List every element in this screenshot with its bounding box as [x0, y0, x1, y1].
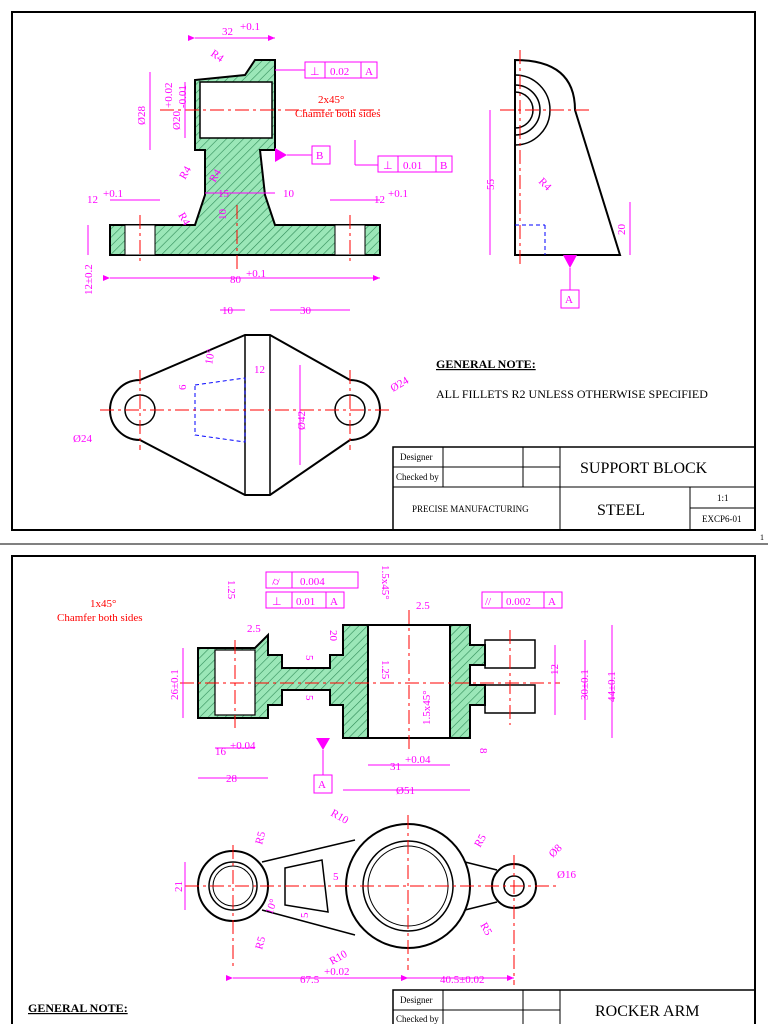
dim2-r5b: R5 — [253, 935, 269, 951]
dim-10-vert: 10 — [217, 209, 229, 220]
sheet2-datum-a — [314, 738, 332, 793]
tb2-checked-by: Checked by — [396, 1014, 439, 1024]
dim-12-right: 12 — [374, 194, 385, 206]
tb1-scale: 1:1 — [717, 493, 729, 503]
dim2-1-5x45b: 1.5x45° — [421, 690, 433, 725]
dim2-5c: 5 — [333, 871, 339, 883]
sheet2-front-section-view — [57, 565, 618, 797]
tb1-company: PRECISE MANUFACTURING — [412, 504, 529, 514]
dim2-1-25a: 1.25 — [225, 580, 237, 600]
dim-15: 15 — [218, 188, 229, 200]
dim2-r5c: R5 — [472, 832, 490, 850]
dim2-44: 44±0.1 — [606, 671, 618, 702]
dim2-5a: 5 — [303, 655, 315, 661]
dim-top-d24-right: Ø24 — [388, 374, 411, 395]
dim2-5b: 5 — [303, 695, 315, 701]
fcf2-3-value: 0.002 — [506, 596, 531, 608]
dim2-30: 30±0.1 — [579, 669, 591, 700]
note-chamfer: Chamfer both sides — [295, 108, 381, 120]
note2-chamfer: Chamfer both sides — [57, 612, 143, 624]
tol-d20-b: -0.01 — [177, 85, 189, 108]
dim2-d16: Ø16 — [557, 869, 576, 881]
tb2-designer: Designer — [400, 995, 433, 1005]
dim2-40-5: 40.5±0.02 — [440, 974, 485, 986]
fcf2-2-symbol: ⊥ — [272, 596, 282, 608]
sheet1-fcf-perpendicularity-2 — [355, 140, 452, 172]
dim2-67-5: 67.5 — [300, 974, 320, 986]
dim2-r10a: R10 — [328, 807, 351, 827]
tol-d20-a: +0.02 — [163, 82, 175, 108]
tb1-drawing-no: EXCP6-01 — [702, 514, 742, 524]
tol-12-right: +0.1 — [388, 188, 408, 200]
tb2-title: ROCKER ARM — [595, 1003, 700, 1020]
fcf2-2-value: 0.01 — [296, 596, 316, 608]
dim-r4-mid2: R4 — [207, 167, 225, 185]
dim-d20: Ø20 — [171, 111, 183, 130]
dim2-2-5a: 2.5 — [247, 623, 261, 635]
datum-a-label: A — [565, 294, 573, 306]
tol-80: +0.1 — [246, 268, 266, 280]
dim-d28: Ø28 — [136, 106, 148, 125]
dim2-r5d: R5 — [477, 920, 495, 938]
dim2-chamfer1: 1x45° — [90, 598, 117, 610]
fcf2-2-datum: A — [330, 596, 338, 608]
dim2-r5a: R5 — [253, 830, 269, 846]
fcf2-value: 0.01 — [403, 160, 423, 172]
dim2-1-25b: 1.25 — [379, 660, 391, 680]
dim-top-6: 6 — [177, 384, 189, 390]
tb1-checked-by: Checked by — [396, 472, 439, 482]
dim-top-30: 30 — [300, 305, 311, 317]
dim-chamfer: 2x45° — [318, 94, 345, 106]
fcf2-datum: B — [440, 160, 448, 172]
sheet2-fcf-cylindricity — [266, 572, 358, 588]
dim2-20: 20 — [327, 630, 339, 641]
fcf2-3-symbol: // — [485, 596, 492, 608]
dim-r4-top: R4 — [208, 47, 226, 65]
sheet2-fcf-parallelism — [482, 592, 562, 608]
sheet1-top-view — [73, 305, 411, 495]
sheet1-front-section-view — [83, 21, 452, 295]
dim-r4-low: R4 — [175, 210, 193, 228]
dim-top-12: 12 — [254, 364, 265, 376]
dim-top-d24-left: Ø24 — [73, 433, 92, 445]
dim-10: 10 — [283, 188, 294, 200]
dim2-28: 28 — [226, 773, 237, 785]
sheet1-datum-b — [275, 146, 330, 164]
sheet1-general-note-text: ALL FILLETS R2 UNLESS OTHERWISE SPECIFIED — [436, 387, 708, 401]
dim-top-10deg: 10° — [203, 348, 218, 366]
sheet2-general-note-title: GENERAL NOTE: — [28, 1001, 128, 1015]
dim2-10deg: 10° — [263, 897, 281, 917]
dim-20-side: 20 — [616, 224, 628, 235]
dim2-12: 12 — [549, 664, 561, 675]
sheet1-side-view — [485, 50, 630, 308]
dim-32: 32 — [222, 26, 233, 38]
tol2-67-5: +0.02 — [324, 966, 350, 978]
fcf2-3-datum: A — [548, 596, 556, 608]
dim-12-left: 12 — [87, 194, 98, 206]
dim-r4-side: R4 — [535, 175, 554, 194]
fcf2-1-value: 0.004 — [300, 576, 325, 588]
tb1-material: STEEL — [597, 502, 645, 519]
tol2-31: +0.04 — [405, 754, 431, 766]
fcf1-symbol: ⊥ — [310, 66, 320, 78]
fcf2-symbol: ⊥ — [383, 160, 393, 172]
sheet2-title-block — [393, 990, 755, 1024]
fcf2-1-symbol: ⌭ — [272, 576, 280, 588]
dim2-1-5x45a: 1.5x45° — [379, 565, 391, 600]
dim2-26: 26±0.1 — [169, 669, 181, 700]
sheet1-border — [12, 12, 755, 530]
tb1-designer: Designer — [400, 452, 433, 462]
fcf1-datum: A — [365, 66, 373, 78]
tol-12-left: +0.1 — [103, 188, 123, 200]
dim2-5d: 5 — [299, 912, 311, 918]
datum-b-label: B — [316, 150, 324, 162]
dim2-21: 21 — [173, 881, 185, 892]
dim-55: 55 — [485, 179, 497, 190]
page-number: 1 — [760, 533, 764, 542]
tol-32: +0.1 — [240, 21, 260, 33]
sheet2-fcf-perpendicularity — [266, 592, 344, 608]
dim-top-10: 10 — [222, 305, 233, 317]
tol2-16: +0.04 — [230, 740, 256, 752]
dim-12-vert: 12±0.2 — [83, 264, 95, 295]
sheet1-general-note-title: GENERAL NOTE: — [436, 357, 536, 371]
sheet1-fcf-perpendicularity-1 — [275, 62, 377, 78]
dim-80: 80 — [230, 274, 241, 286]
dim-top-d42: Ø42 — [296, 411, 308, 430]
dim2-d51: Ø51 — [396, 785, 415, 797]
datum2-a-label: A — [318, 779, 326, 791]
dim2-2-5b: 2.5 — [416, 600, 430, 612]
dim-r4-mid: R4 — [177, 164, 195, 182]
sheet2-top-view — [173, 807, 576, 986]
sheet1-title-block — [393, 447, 755, 530]
dim2-d8: Ø8 — [546, 842, 565, 861]
dim2-16: 16 — [215, 746, 226, 758]
dim2-31: 31 — [390, 761, 401, 773]
dim2-r10b: R10 — [327, 948, 350, 968]
tb1-title: SUPPORT BLOCK — [580, 460, 708, 477]
fcf1-value: 0.02 — [330, 66, 350, 78]
dim2-8: 8 — [477, 748, 489, 754]
